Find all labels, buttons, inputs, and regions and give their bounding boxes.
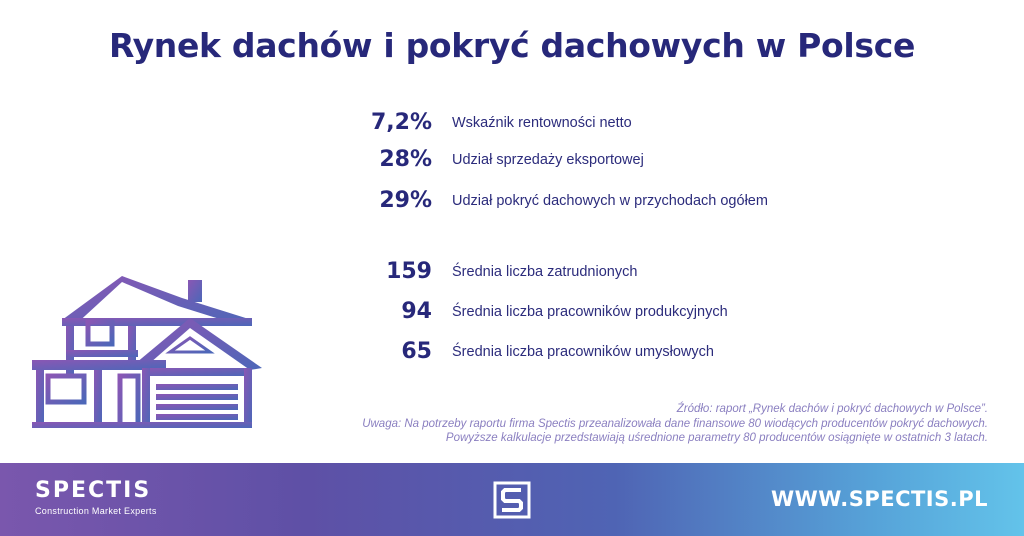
- brand-name: SPECTIS: [35, 478, 152, 503]
- stat-label: Udział pokryć dachowych w przychodach ogółem: [452, 193, 768, 209]
- stat-label: Średnia liczba pracowników umysłowych: [452, 344, 714, 360]
- source-notes: [362, 402, 988, 446]
- brand-block: [35, 478, 157, 517]
- stat-value: 28%: [379, 147, 432, 172]
- stat-avg-production-workers: [300, 297, 1000, 327]
- spectis-s-logo-icon: [493, 481, 531, 519]
- house-icon: [28, 268, 268, 428]
- stat-net-profitability: [300, 108, 1000, 138]
- brand-tagline: Construction Market Experts: [35, 506, 157, 516]
- stat-label: Średnia liczba zatrudnionych: [452, 264, 638, 280]
- stat-value: 7,2%: [370, 110, 432, 135]
- stat-value: 159: [386, 259, 432, 284]
- stat-value: 65: [401, 339, 432, 364]
- stat-label: Wskaźnik rentowności netto: [452, 115, 632, 131]
- stat-value: 94: [401, 299, 432, 324]
- website-link[interactable]: WWW.SPECTIS.PL: [770, 487, 988, 511]
- stat-avg-employees: [300, 257, 1000, 287]
- stat-roofing-revenue-share: [300, 186, 1000, 216]
- source-line: Źródło: raport „Rynek dachów i pokryć dachowych w Polsce”.: [676, 403, 988, 415]
- stat-label: Średnia liczba pracowników produkcyjnych: [452, 304, 728, 320]
- note-line: Uwaga: Na potrzeby raportu firma Spectis przeanalizowała dane finansowe 80 wiodących producentów pokryć dachowych.: [362, 417, 988, 430]
- page-title: Rynek dachów i pokryć dachowych w Polsce: [108, 26, 916, 65]
- stat-label: Udział sprzedaży eksportowej: [452, 152, 644, 168]
- stat-value: 29%: [379, 188, 432, 213]
- footer-bar: [0, 463, 1024, 536]
- stat-avg-office-workers: [300, 337, 1000, 367]
- stat-export-share: [300, 145, 1000, 175]
- note-line: Powyższe kalkulacje przedstawiają uśrednione parametry 80 producentów osiągnięte w ostatnich 3 latach.: [445, 432, 988, 444]
